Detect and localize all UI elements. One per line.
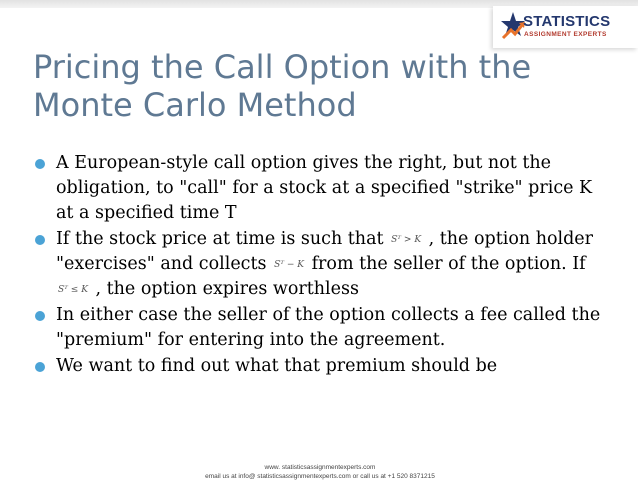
bullet-text-part: , the option expires worthless: [89, 279, 359, 299]
bullet-list: [34, 151, 614, 380]
bullet-text: A European-style call option gives the right, but not the obligation, to "call" for a stock at a specified "strike" price K at a specified time T: [56, 153, 593, 223]
star-arrow-logo-icon: [501, 12, 525, 42]
bullet-item-exercise-condition: [34, 227, 614, 302]
slide-title-line-1: Pricing the Call Option with the: [33, 48, 532, 86]
bullet-dot-icon: [35, 311, 45, 321]
formula-st-greater-than-k: Sᵀ > K: [391, 234, 422, 245]
bullet-item-premium: [34, 303, 614, 353]
formula-st-minus-k: Sᵀ − K: [274, 259, 304, 270]
logo-wordmark: STATISTICS: [523, 13, 611, 30]
bullet-dot-icon: [35, 159, 45, 169]
bullet-text: We want to find out what that premium should be: [56, 356, 498, 376]
formula-st-less-equal-k: Sᵀ ≤ K: [58, 284, 88, 295]
bullet-dot-icon: [35, 235, 45, 245]
logo-tagline: ASSIGNMENT EXPERTS: [524, 31, 607, 38]
slide-title-line-2: Monte Carlo Method: [33, 86, 357, 124]
brand-logo[interactable]: [493, 6, 638, 48]
bullet-item-goal: [34, 354, 614, 379]
footer-contact: email us at info@ statisticsassignmentexperts.com or call us at +1 520 8371215: [205, 473, 435, 480]
bullet-text-part: , the option holder "exercises" and collects: [56, 229, 594, 274]
bullet-text-part: If the stock price at time is such that: [56, 229, 390, 249]
bullet-text-part: from the seller of the option. If: [306, 254, 586, 274]
bullet-item-call-option-definition: [34, 151, 614, 226]
bullet-text: In either case the seller of the option collects a fee called the "premium" for entering into the agreement.: [56, 305, 601, 350]
slide-title: [33, 48, 603, 124]
footer-website[interactable]: www. statisticsassignmentexperts.com: [264, 464, 376, 471]
bullet-dot-icon: [35, 362, 45, 372]
